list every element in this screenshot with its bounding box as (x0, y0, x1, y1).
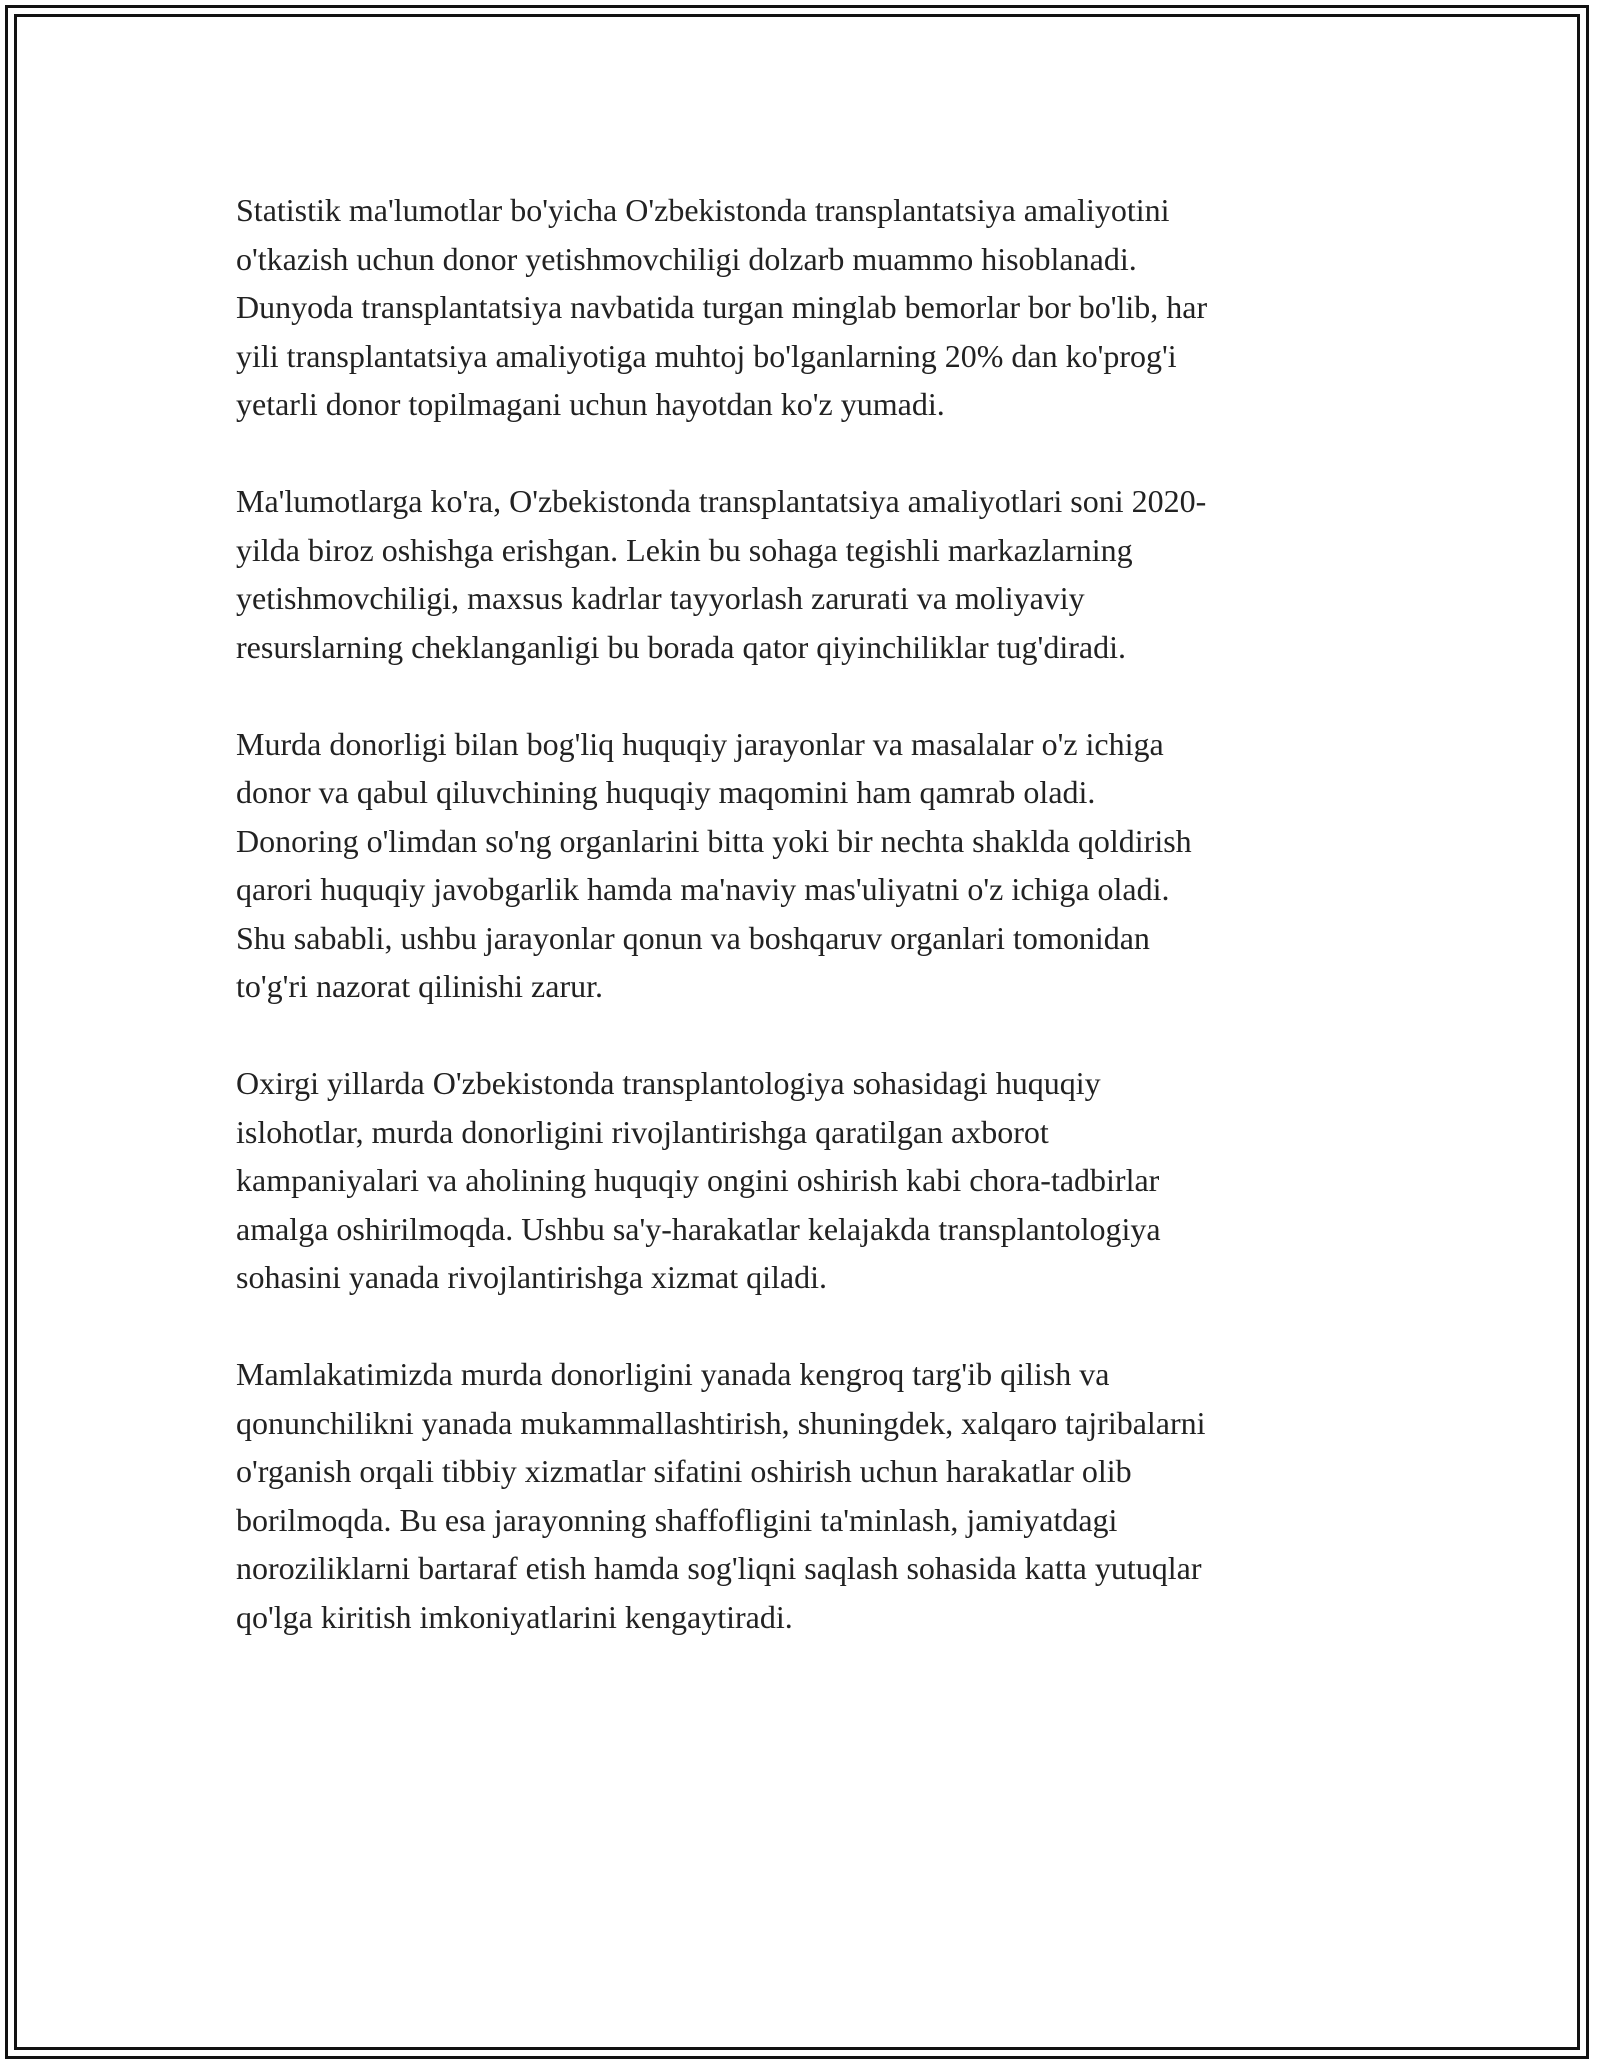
paragraph-donor-shortage: Statistik ma'lumotlar bo'yicha O'zbekistonda transplantatsiya amaliyotini o'tkazish uchun donor yetishmovchiligi dolzarb muammo hisoblanadi. Dunyoda transplantatsiya navbatida turgan minglab bemorlar bor bo'lib, har yili transplantatsiya amaliyotiga muhtoj bo'lganlarning 20% dan ko'prog'i yetarli donor topilmagani uchun hayotdan ko'z yumadi. (236, 192, 1208, 422)
paragraph-legal-reforms: Oxirgi yillarda O'zbekistonda transplantologiya sohasidagi huquqiy islohotlar, murda donorligini rivojlantirishga qaratilgan axborot kampaniyalari va aholining huquqiy ongini oshirish kabi chora-tadbirlar amalga oshirilmoqda. Ushbu sa'y-harakatlar kelajakda transplantologiya sohasini yanada rivojlantirishga xizmat qiladi. (236, 1065, 1161, 1295)
document-body (236, 186, 1361, 1641)
paragraph-legal-processes: Murda donorligi bilan bog'liq huquqiy jarayonlar va masalalar o'z ichiga donor va qabul qiluvchining huquqiy maqomini ham qamrab oladi. Donoring o'limdan so'ng organlarini bitta yoki bir nechta shaklda qoldirish qarori huquqiy javobgarlik hamda ma'naviy mas'uliyatni o'z ichiga oladi. Shu sababli, ushbu jarayonlar qonun va boshqaruv organlari tomonidan to'g'ri nazorat qilinishi zarur. (236, 725, 1192, 1004)
paragraph-future-actions: Mamlakatimizda murda donorligini yanada kengroq targ'ib qilish va qonunchilikni yanada mukammallashtirish, shuningdek, xalqaro tajribalarni o'rganish orqali tibbiy xizmatlar sifatini oshirish uchun harakatlar olib borilmoqda. Bu esa jarayonning shaffofligini ta'minlash, jamiyatdagi noroziliklarni bartaraf etish hamda sog'liqni saqlash sohasida katta yutuqlar qo'lga kiritish imkoniyatlarini kengaytiradi. (236, 1356, 1206, 1635)
paragraph-transplant-statistics: Ma'lumotlarga ko'ra, O'zbekistonda transplantatsiya amaliyotlari soni 2020- yilda biroz oshishga erishgan. Lekin bu sohaga tegishli markazlarning yetishmovchiligi, maxsus kadrlar tayyorlash zarurati va moliyaviy resurslarning cheklanganligi bu borada qator qiyinchiliklar tug'diradi. (236, 483, 1207, 665)
